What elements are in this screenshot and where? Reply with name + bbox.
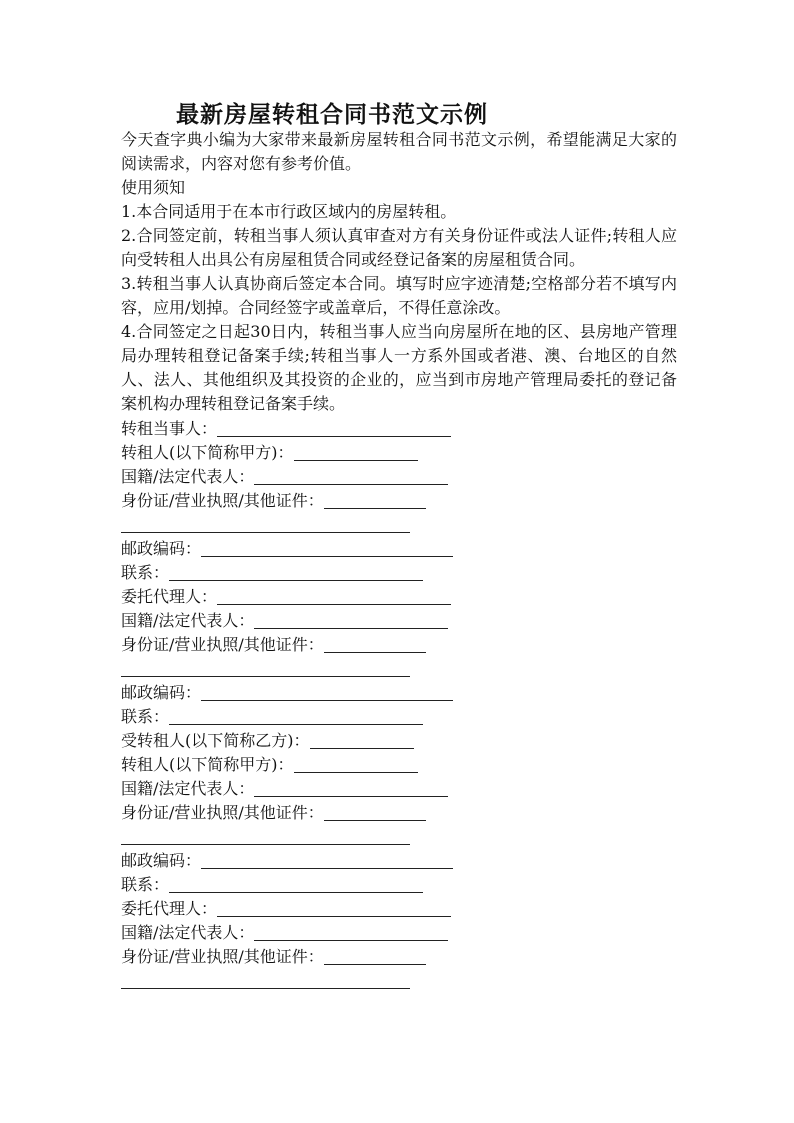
field-label: 邮政编码： xyxy=(121,683,202,702)
field-nationality xyxy=(121,608,677,632)
field-label: 转租人(以下简称甲方)： xyxy=(121,755,294,774)
field-label: 联系： xyxy=(121,563,170,582)
blank-line[interactable] xyxy=(121,676,410,677)
blank-line[interactable] xyxy=(217,586,451,605)
field-label: 国籍/法定代表人： xyxy=(121,467,255,486)
field-label: 受转租人(以下简称乙方)： xyxy=(121,731,310,750)
field-postal-code xyxy=(121,680,677,704)
blank-line[interactable] xyxy=(324,634,426,653)
field-label: 身份证/营业执照/其他证件： xyxy=(121,491,324,510)
field-id-document xyxy=(121,632,677,656)
field-sublessee-b xyxy=(121,728,677,752)
blank-line[interactable] xyxy=(324,802,426,821)
blank-line[interactable] xyxy=(217,418,451,437)
notice-item-1: 1.本合同适用于在本市行政区域内的房屋转租。 xyxy=(121,202,457,221)
field-label: 身份证/营业执照/其他证件： xyxy=(121,635,324,654)
field-id-document xyxy=(121,944,677,968)
field-id-continuation xyxy=(121,656,677,680)
field-id-continuation xyxy=(121,824,677,848)
field-id-document xyxy=(121,800,677,824)
blank-line[interactable] xyxy=(254,922,448,941)
blank-line[interactable] xyxy=(169,874,423,893)
field-nationality xyxy=(121,464,677,488)
field-label: 国籍/法定代表人： xyxy=(121,779,255,798)
field-label: 联系： xyxy=(121,875,170,894)
document-title: 最新房屋转租合同书范文示例 xyxy=(176,101,488,128)
field-label: 身份证/营业执照/其他证件： xyxy=(121,947,324,966)
blank-line[interactable] xyxy=(254,778,448,797)
blank-line[interactable] xyxy=(121,844,410,845)
blank-line[interactable] xyxy=(254,466,448,485)
field-id-continuation xyxy=(121,512,677,536)
field-id-continuation xyxy=(121,968,677,992)
blank-line[interactable] xyxy=(169,706,423,725)
field-label: 邮政编码： xyxy=(121,539,202,558)
blank-line[interactable] xyxy=(201,850,453,869)
blank-line[interactable] xyxy=(294,442,418,461)
field-contact xyxy=(121,704,677,728)
field-nationality xyxy=(121,920,677,944)
blank-line[interactable] xyxy=(121,532,410,533)
field-label: 国籍/法定代表人： xyxy=(121,611,255,630)
field-label: 转租当事人： xyxy=(121,419,218,438)
field-label: 邮政编码： xyxy=(121,851,202,870)
field-label: 身份证/营业执照/其他证件： xyxy=(121,803,324,822)
document-body xyxy=(121,128,677,992)
intro-paragraph: 今天查字典小编为大家带来最新房屋转租合同书范文示例，希望能满足大家的阅读需求，内容对您有参考价值。 xyxy=(121,130,677,173)
field-label: 联系： xyxy=(121,707,170,726)
field-label: 国籍/法定代表人： xyxy=(121,923,255,942)
field-postal-code xyxy=(121,848,677,872)
field-postal-code xyxy=(121,536,677,560)
field-label: 转租人(以下简称甲方)： xyxy=(121,443,294,462)
field-agent xyxy=(121,896,677,920)
notice-item-4: 4.合同签定之日起30日内，转租当事人应当向房屋所在地的区、县房地产管理局办理转租登记备案手续;转租当事人一方系外国或者港、澳、台地区的自然人、法人、其他组织及其投资的企业的，应当到市房地产管理局委托的登记备案机构办理转租登记备案手续。 xyxy=(121,322,677,413)
blank-line[interactable] xyxy=(121,988,410,989)
blank-line[interactable] xyxy=(201,682,453,701)
field-lessor-a xyxy=(121,752,677,776)
field-sublet-party xyxy=(121,416,677,440)
field-id-document xyxy=(121,488,677,512)
field-contact xyxy=(121,872,677,896)
field-label: 委托代理人： xyxy=(121,587,218,606)
blank-line[interactable] xyxy=(254,610,448,629)
field-lessor-a xyxy=(121,440,677,464)
blank-line[interactable] xyxy=(310,730,414,749)
blank-line[interactable] xyxy=(324,946,426,965)
blank-line[interactable] xyxy=(294,754,418,773)
blank-line[interactable] xyxy=(324,490,426,509)
field-contact xyxy=(121,560,677,584)
blank-line[interactable] xyxy=(217,898,451,917)
notice-heading: 使用须知 xyxy=(121,178,186,197)
blank-line[interactable] xyxy=(169,562,423,581)
field-nationality xyxy=(121,776,677,800)
notice-item-2: 2.合同签定前，转租当事人须认真审查对方有关身份证件或法人证件;转租人应向受转租人出具公有房屋租赁合同或经登记备案的房屋租赁合同。 xyxy=(121,226,677,269)
field-label: 委托代理人： xyxy=(121,899,218,918)
notice-item-3: 3.转租当事人认真协商后签定本合同。填写时应字迹清楚;空格部分若不填写内容，应用/划掉。合同经签字或盖章后，不得任意涂改。 xyxy=(121,274,677,317)
blank-line[interactable] xyxy=(201,538,453,557)
field-agent xyxy=(121,584,677,608)
